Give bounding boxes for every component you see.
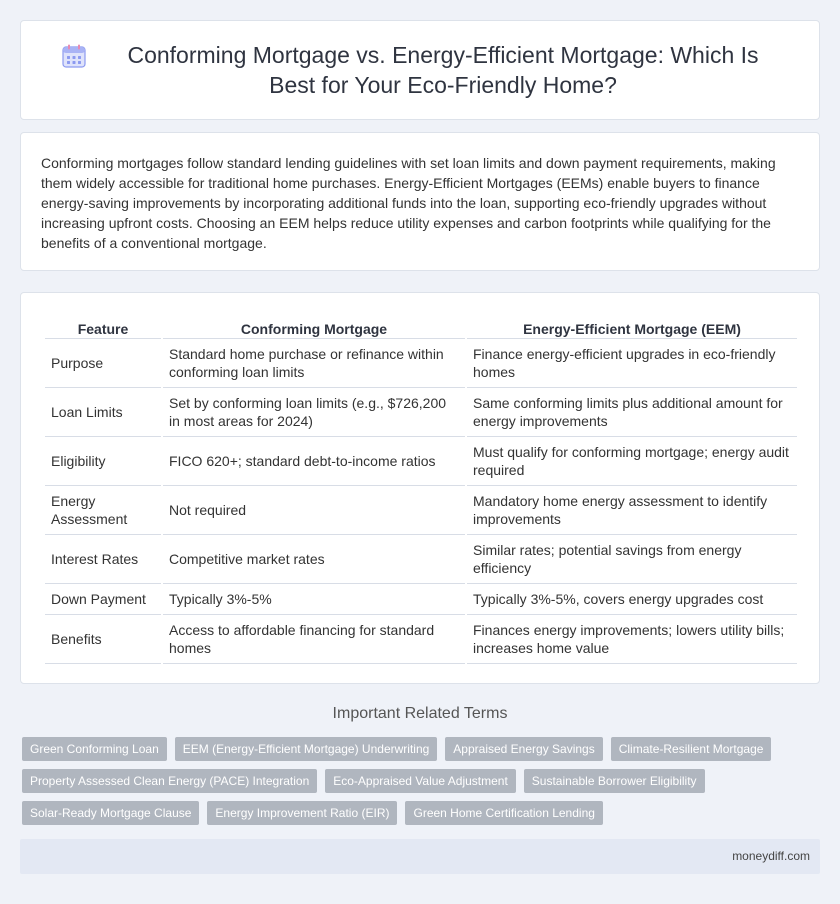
row-eem: Typically 3%-5%, covers energy upgrades cost [467, 584, 797, 615]
footer-bar [20, 839, 820, 874]
row-eem: Similar rates; potential savings from energy efficiency [467, 535, 797, 584]
row-conforming: Set by conforming loan limits (e.g., $726,200 in most areas for 2024) [163, 388, 465, 437]
row-feature: Eligibility [45, 437, 161, 486]
row-feature: Purpose [45, 339, 161, 388]
table-row [45, 584, 797, 615]
row-conforming: Typically 3%-5% [163, 584, 465, 615]
header-eem: Energy-Efficient Mortgage (EEM) [467, 313, 797, 339]
row-eem: Finances energy improvements; lowers utility bills; increases home value [467, 615, 797, 664]
related-tag[interactable]: Appraised Energy Savings [445, 737, 602, 761]
related-tag[interactable]: Solar-Ready Mortgage Clause [22, 801, 199, 825]
row-conforming: Not required [163, 486, 465, 535]
related-tag[interactable]: Green Conforming Loan [22, 737, 167, 761]
intro-card [20, 132, 820, 271]
row-conforming: Standard home purchase or refinance within conforming loan limits [163, 339, 465, 388]
table-row [45, 535, 797, 584]
footer-site-link[interactable]: moneydiff.com [732, 849, 810, 863]
table-row [45, 486, 797, 535]
comparison-table [43, 313, 799, 664]
page-title: Conforming Mortgage vs. Energy-Efficient Mortgage: Which Is Best for Your Eco-Friendly Home? [127, 42, 759, 98]
header-conforming: Conforming Mortgage [163, 313, 465, 339]
calendar-icon [61, 43, 87, 69]
table-row [45, 615, 797, 664]
row-eem: Mandatory home energy assessment to identify improvements [467, 486, 797, 535]
row-conforming: Competitive market rates [163, 535, 465, 584]
related-tag[interactable]: Green Home Certification Lending [405, 801, 602, 825]
header-feature: Feature [45, 313, 161, 339]
intro-paragraph: Conforming mortgages follow standard lending guidelines with set loan limits and down payment requirements, making them widely accessible for traditional home purchases. Energy-Efficient Mortgages (EEMs) enable buyers to finance energy-saving improvements by incorporating additional funds into the loan, supporting eco-friendly upgrades without increasing upfront costs. Choosing an EEM helps reduce utility expenses and carbon footprints while qualifying for the benefits of a conventional mortgage. [41, 155, 776, 251]
row-feature: Energy Assessment [45, 486, 161, 535]
row-eem: Same conforming limits plus additional amount for energy improvements [467, 388, 797, 437]
row-feature: Loan Limits [45, 388, 161, 437]
table-row [45, 339, 797, 388]
related-tag[interactable]: Energy Improvement Ratio (EIR) [207, 801, 397, 825]
related-terms-list [22, 737, 802, 825]
table-row [45, 437, 797, 486]
header-card [20, 20, 820, 120]
comparison-table-card [20, 292, 820, 684]
related-tag[interactable]: Sustainable Borrower Eligibility [524, 769, 705, 793]
row-feature: Benefits [45, 615, 161, 664]
row-feature: Interest Rates [45, 535, 161, 584]
related-tag[interactable]: Climate-Resilient Mortgage [611, 737, 772, 761]
row-eem: Must qualify for conforming mortgage; energy audit required [467, 437, 797, 486]
related-tag[interactable]: Property Assessed Clean Energy (PACE) Integration [22, 769, 317, 793]
row-conforming: FICO 620+; standard debt-to-income ratios [163, 437, 465, 486]
row-conforming: Access to affordable financing for standard homes [163, 615, 465, 664]
related-terms-title: Important Related Terms [332, 705, 508, 722]
row-eem: Finance energy-efficient upgrades in eco-friendly homes [467, 339, 797, 388]
table-row [45, 388, 797, 437]
related-tag[interactable]: EEM (Energy-Efficient Mortgage) Underwriting [175, 737, 438, 761]
row-feature: Down Payment [45, 584, 161, 615]
table-header-row [45, 313, 797, 339]
related-tag[interactable]: Eco-Appraised Value Adjustment [325, 769, 516, 793]
